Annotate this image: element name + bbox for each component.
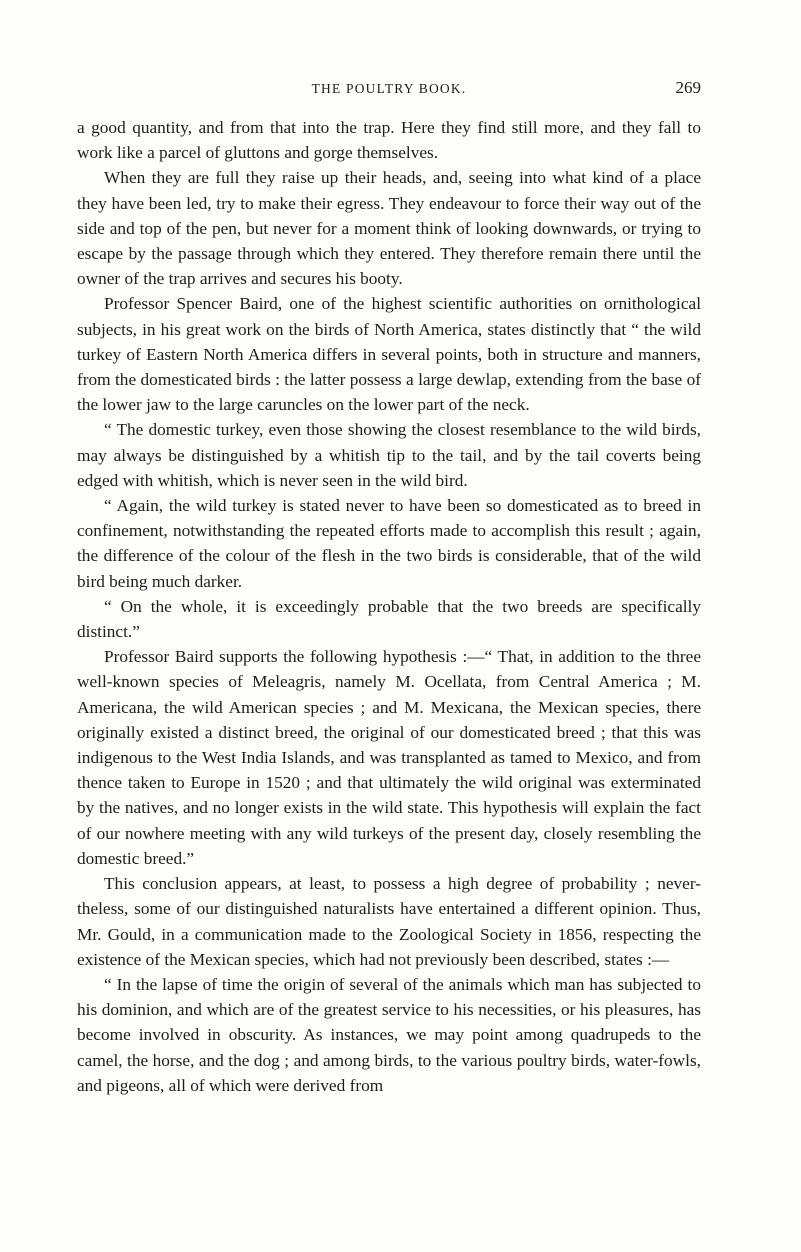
- paragraph: “ Again, the wild turkey is stated never to have been so domesticated as to breed in confinement, notwithstanding the repeated efforts made to accomplish this result ; again, the difference of the colour of the flesh in the two birds is considerable, that of the wild bird being much darker.: [77, 496, 701, 591]
- page-header: [77, 78, 701, 102]
- paragraph: This conclusion appears, at least, to possess a high degree of probability ; never- theless, some of our distinguished naturalists have entertained a different opinion. Thus, Mr. Gould, in a communication made to the Zoological Society in 1856, respecting the existence of the Mexican species, which had not previously been described, states :—: [77, 874, 701, 969]
- paragraph: “ In the lapse of time the origin of several of the animals which man has subjected to his dominion, and which are of the greatest service to his necessities, or his pleasures, has become involved in obscurity. As instances, we may point among quadrupeds to the camel, the horse, and the dog ; and among birds, to the various poultry birds, water-fowls, and pigeons, all of which were derived from: [77, 974, 701, 1095]
- running-head: THE POULTRY BOOK.: [311, 81, 467, 96]
- paragraph: When they are full they raise up their heads, and, seeing into what kind of a place they have been led, try to make their egress. They endeavour to force their way out of the side and top of the pen, but never for a moment think of looking downwards, or trying to escape by the passage through which they entered. They therefore remain there until the owner of the trap arrives and secures his booty.: [77, 168, 701, 289]
- page-number: 269: [675, 78, 701, 97]
- paragraph: Professor Spencer Baird, one of the highest scientific authorities on ornithological subjects, in his great work on the birds of North America, states distinctly that “ the wild turkey of Eastern North America differs in several points, both in structure and manners, from the domesticated birds : the latter possess a large dewlap, extending from the base of the lower jaw to the large caruncles on the lower part of the neck.: [77, 294, 701, 415]
- paragraph: “ On the whole, it is exceedingly probable that the two breeds are specifically distinct.”: [77, 596, 701, 642]
- paragraph: Professor Baird supports the following hypothesis :—“ That, in addition to the three well-known species of Meleagris, namely M. Ocellata, from Central America ; M. Americana, the wild American species ; and M. Mexicana, the Mexican species, there originally existed a distinct breed, the original of our domesticated breed ; that this was indigenous to the West India Islands, and was transplanted as tamed to Mexico, and from thence taken to Europe in 1520 ; and that ultimately the wild original was exterminated by the natives, and no longer exists in the wild state. This hypothesis will explain the fact of our nowhere meeting with any wild turkeys of the present day, closely resembling the domestic breed.”: [77, 647, 701, 868]
- paragraph: a good quantity, and from that into the trap. Here they find still more, and they fall to work like a parcel of gluttons and gorge themselves.: [77, 118, 701, 163]
- body-text: [77, 115, 701, 1098]
- paragraph: “ The domestic turkey, even those showing the closest resemblance to the wild birds, may always be distinguished by a whitish tip to the tail, and by the tail coverts being edged with whitish, which is never seen in the wild bird.: [77, 420, 701, 490]
